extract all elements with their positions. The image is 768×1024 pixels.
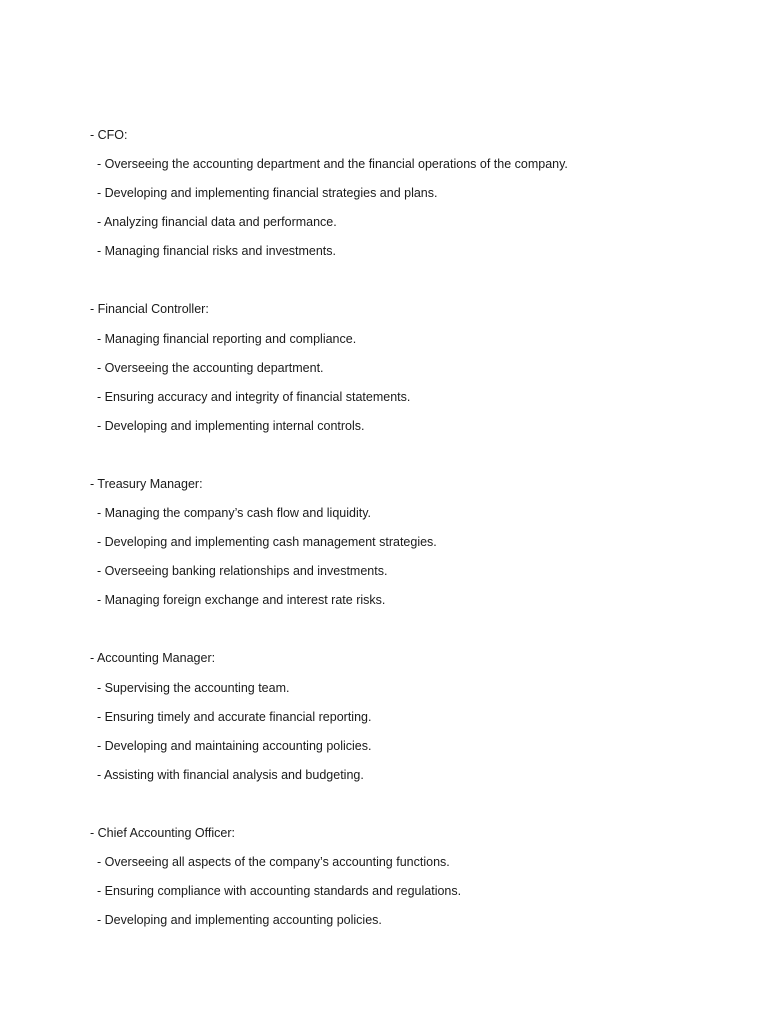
list-item: - Ensuring accuracy and integrity of financial statements. — [97, 389, 411, 404]
section-heading: - Treasury Manager: — [90, 476, 203, 491]
document-body — [90, 121, 730, 964]
section-heading: - CFO: — [90, 128, 128, 142]
list-item: - Developing and implementing internal controls. — [97, 418, 365, 433]
list-item: - Supervising the accounting team. — [97, 680, 290, 695]
list-item: - Managing foreign exchange and interest rate risks. — [97, 593, 386, 608]
list-item: - Managing financial reporting and compliance. — [97, 331, 357, 346]
section-heading: - Financial Controller: — [90, 302, 209, 317]
list-item: - Managing the company’s cash flow and liquidity. — [97, 506, 371, 521]
section-cfo — [90, 121, 730, 266]
list-item: - Developing and maintaining accounting policies. — [97, 738, 372, 753]
list-item: - Assisting with financial analysis and budgeting. — [97, 767, 364, 782]
section-treasury-manager — [90, 470, 730, 615]
section-heading: - Chief Accounting Officer: — [90, 825, 235, 840]
list-item: - Ensuring timely and accurate financial reporting. — [97, 709, 372, 724]
section-accounting-manager — [90, 644, 730, 789]
list-item: - Overseeing the accounting department and the financial operations of the company. — [97, 157, 568, 172]
list-item: - Developing and implementing cash management strategies. — [97, 535, 437, 550]
list-item: - Overseeing banking relationships and investments. — [97, 564, 388, 579]
list-item: - Overseeing all aspects of the company’s accounting functions. — [97, 854, 450, 869]
list-item: - Managing financial risks and investments. — [97, 244, 337, 259]
list-item: - Ensuring compliance with accounting standards and regulations. — [97, 884, 462, 899]
list-item: - Overseeing the accounting department. — [97, 360, 324, 375]
list-item: - Developing and implementing accounting policies. — [97, 913, 382, 928]
section-financial-controller — [90, 295, 730, 440]
list-item: - Analyzing financial data and performance. — [97, 215, 337, 230]
section-heading: - Accounting Manager: — [90, 651, 216, 666]
list-item: - Developing and implementing financial strategies and plans. — [97, 186, 438, 201]
section-chief-accounting-officer — [90, 819, 730, 935]
